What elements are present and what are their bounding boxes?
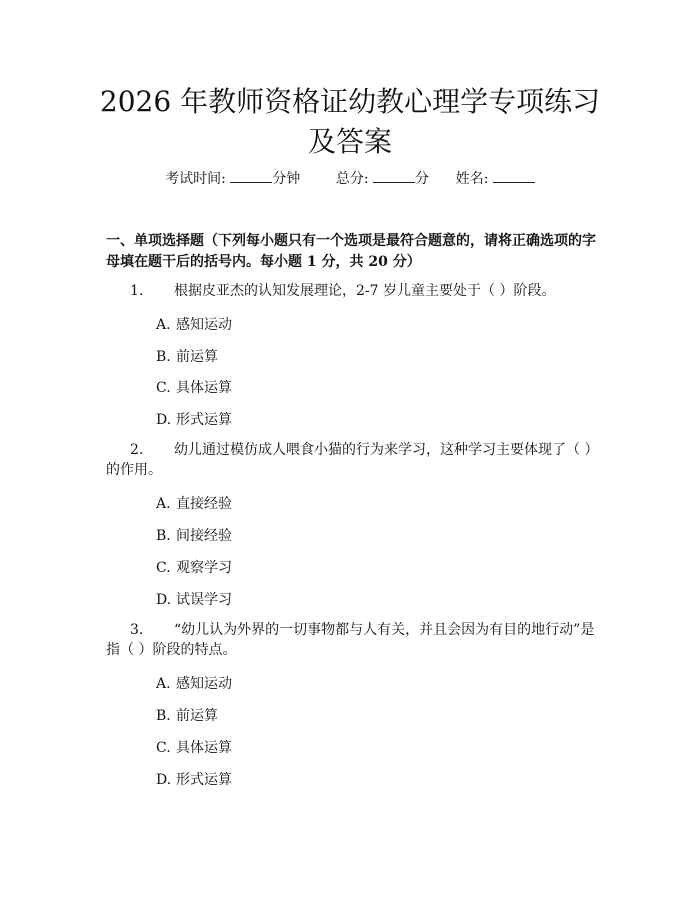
page-title: 2026 年教师资格证幼教心理学专项练习及答案 — [99, 85, 601, 158]
option-letter: D. — [156, 412, 172, 428]
option-text: 感知运动 — [176, 676, 232, 692]
time-blank[interactable] — [230, 170, 272, 183]
question-3-option-a[interactable] — [156, 673, 232, 693]
option-text: 前运算 — [176, 708, 218, 724]
question-1-option-c[interactable] — [156, 377, 232, 397]
option-letter: C. — [156, 740, 171, 756]
option-letter: B. — [156, 528, 171, 544]
question-2-option-a[interactable] — [156, 493, 232, 513]
option-text: 感知运动 — [176, 317, 232, 333]
option-text: 观察学习 — [176, 560, 232, 576]
option-text: 具体运算 — [176, 380, 232, 396]
question-2-option-d[interactable] — [156, 589, 232, 609]
name-blank[interactable] — [493, 170, 535, 183]
question-stem: 幼儿通过模仿成人喂食小猫的行为来学习，这种学习主要体现了（ ）的作用。 — [106, 442, 592, 478]
time-unit: 分钟 — [272, 171, 301, 187]
option-letter: D. — [156, 592, 172, 608]
question-number: 1. — [130, 283, 144, 299]
option-text: 形式运算 — [176, 772, 232, 788]
score-label: 总分: — [335, 171, 369, 187]
question-1-option-b[interactable] — [156, 346, 218, 366]
question-number: 3. — [130, 622, 144, 638]
option-letter: C. — [156, 560, 171, 576]
option-text: 具体运算 — [176, 740, 232, 756]
option-letter: A. — [156, 317, 171, 333]
option-letter: B. — [156, 349, 171, 365]
question-2-option-b[interactable] — [156, 525, 232, 545]
exam-info-line — [0, 168, 700, 188]
question-3 — [106, 620, 596, 660]
section-heading: 一、单项选择题（下列每小题只有一个选项是最符合题意的，请将正确选项的字母填在题干后的括号内。每小题 1 分，共 20 分） — [106, 233, 596, 270]
question-1-option-a[interactable] — [156, 314, 232, 334]
score-blank[interactable] — [373, 170, 415, 183]
option-letter: B. — [156, 708, 171, 724]
option-letter: D. — [156, 772, 172, 788]
option-letter: A. — [156, 676, 171, 692]
option-letter: A. — [156, 496, 171, 512]
question-2-option-c[interactable] — [156, 557, 232, 577]
question-3-option-b[interactable] — [156, 705, 218, 725]
question-3-option-c[interactable] — [156, 737, 232, 757]
question-2 — [106, 440, 596, 480]
question-stem: 根据皮亚杰的认知发展理论，2-7 岁儿童主要处于（ ）阶段。 — [174, 283, 556, 299]
question-number: 2. — [130, 442, 144, 458]
question-1 — [106, 281, 596, 301]
option-text: 间接经验 — [176, 528, 232, 544]
option-text: 形式运算 — [176, 412, 232, 428]
option-letter: C. — [156, 380, 171, 396]
score-unit: 分 — [415, 171, 430, 187]
question-stem: “幼儿认为外界的一切事物都与人有关，并且会因为有目的地行动”是指（ ）阶段的特点。 — [106, 622, 595, 658]
name-label: 姓名: — [455, 171, 489, 187]
time-label: 考试时间: — [165, 171, 226, 187]
option-text: 试误学习 — [176, 592, 232, 608]
question-3-option-d[interactable] — [156, 769, 232, 789]
question-1-option-d[interactable] — [156, 409, 232, 429]
option-text: 前运算 — [176, 349, 218, 365]
option-text: 直接经验 — [176, 496, 232, 512]
